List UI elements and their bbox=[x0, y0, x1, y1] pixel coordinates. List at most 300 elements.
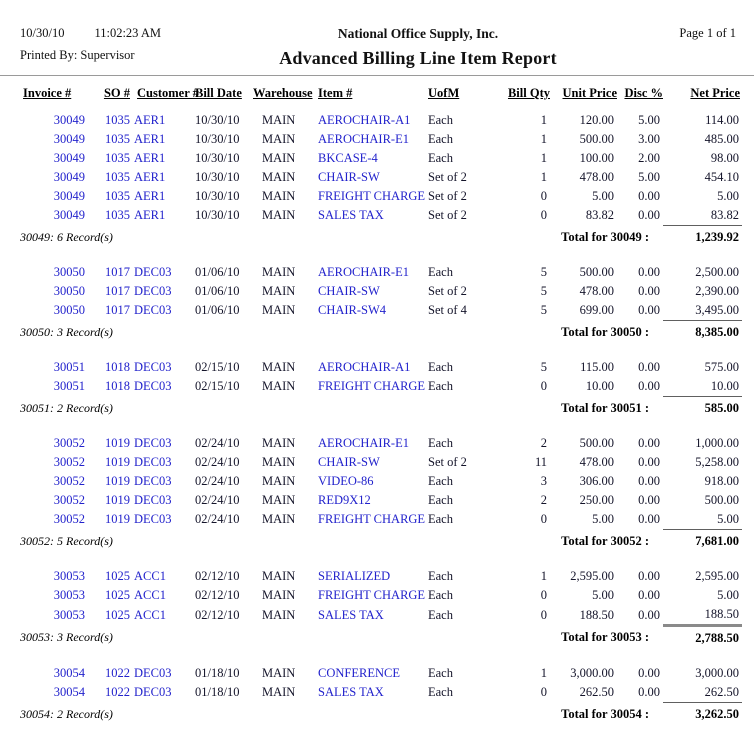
report-header bbox=[0, 0, 754, 69]
cell-uofm: Each bbox=[428, 569, 453, 583]
table-row bbox=[20, 149, 742, 168]
cell-unit-price: 306.00 bbox=[579, 474, 614, 488]
cell-qty: 5 bbox=[540, 284, 547, 298]
cell-uofm: Set of 2 bbox=[428, 189, 467, 203]
cell-net-price: 918.00 bbox=[704, 474, 739, 488]
cell-net-price: 2,500.00 bbox=[695, 265, 739, 279]
cell-unit-price: 500.00 bbox=[579, 265, 614, 279]
cell-qty: 5 bbox=[540, 360, 547, 374]
group-summary-row bbox=[20, 321, 742, 345]
cell-unit-price: 500.00 bbox=[579, 436, 614, 450]
column-header-invoice: Invoice # bbox=[23, 86, 72, 100]
cell-invoice[interactable]: 30049 bbox=[53, 113, 85, 127]
cell-net-price: 2,390.00 bbox=[695, 284, 739, 298]
cell-warehouse: MAIN bbox=[262, 474, 296, 488]
cell-bill-date: 10/30/10 bbox=[195, 132, 240, 146]
cell-customer[interactable]: DEC03 bbox=[134, 685, 172, 700]
cell-so[interactable]: 1017 bbox=[105, 265, 130, 279]
cell-uofm: Set of 2 bbox=[428, 208, 467, 223]
cell-invoice[interactable]: 30053 bbox=[53, 607, 85, 622]
table-row bbox=[20, 130, 742, 149]
cell-net-price: 98.00 bbox=[710, 151, 739, 165]
cell-unit-price: 115.00 bbox=[580, 360, 614, 374]
cell-uofm: Set of 2 bbox=[428, 455, 467, 469]
cell-qty: 2 bbox=[540, 436, 547, 450]
group-gap bbox=[20, 344, 742, 358]
group-total-label: Total for 30050 : bbox=[561, 324, 649, 339]
cell-qty: 11 bbox=[534, 455, 547, 469]
cell-net-price: 5.00 bbox=[717, 588, 739, 602]
cell-uofm: Each bbox=[428, 493, 453, 507]
group-total-label: Total for 30053 : bbox=[561, 630, 649, 645]
cell-qty: 1 bbox=[540, 569, 547, 583]
cell-unit-price: 5.00 bbox=[592, 512, 614, 527]
group-gap bbox=[20, 553, 742, 567]
cell-bill-date: 02/15/10 bbox=[195, 379, 240, 394]
cell-disc: 0.00 bbox=[638, 436, 660, 450]
cell-bill-date: 02/24/10 bbox=[195, 436, 240, 450]
cell-invoice[interactable]: 30051 bbox=[53, 379, 85, 394]
cell-disc: 0.00 bbox=[638, 607, 660, 622]
cell-customer[interactable]: AER1 bbox=[134, 132, 166, 146]
group-summary-row bbox=[20, 530, 742, 554]
cell-warehouse: MAIN bbox=[262, 607, 296, 622]
cell-warehouse: MAIN bbox=[262, 666, 296, 680]
cell-net-price: 188.50 bbox=[704, 607, 739, 621]
group-gap bbox=[20, 650, 742, 664]
cell-uofm: Set of 4 bbox=[428, 303, 467, 318]
cell-qty: 1 bbox=[540, 666, 547, 680]
cell-disc: 0.00 bbox=[638, 569, 660, 583]
cell-uofm: Each bbox=[428, 666, 453, 680]
group-total-value: 7,681.00 bbox=[663, 530, 742, 554]
cell-disc: 0.00 bbox=[638, 666, 660, 680]
cell-warehouse: MAIN bbox=[262, 379, 296, 394]
cell-warehouse: MAIN bbox=[262, 189, 296, 203]
cell-net-price: 2,595.00 bbox=[695, 569, 739, 583]
cell-unit-price: 5.00 bbox=[592, 189, 614, 203]
cell-invoice[interactable]: 30049 bbox=[53, 132, 85, 146]
cell-bill-date: 10/30/10 bbox=[195, 113, 240, 127]
cell-so[interactable]: 1035 bbox=[105, 132, 130, 146]
table-row bbox=[20, 168, 742, 187]
cell-invoice[interactable]: 30052 bbox=[53, 436, 85, 450]
group-total-label: Total for 30052 : bbox=[561, 533, 649, 548]
group-record-count: 30049: 6 Record(s) bbox=[20, 229, 113, 244]
cell-so[interactable]: 1019 bbox=[105, 436, 130, 450]
cell-disc: 0.00 bbox=[638, 284, 660, 298]
cell-qty: 5 bbox=[540, 303, 547, 318]
cell-qty: 1 bbox=[540, 132, 547, 146]
cell-bill-date: 01/06/10 bbox=[195, 303, 240, 318]
cell-item[interactable]: AEROCHAIR-A1 bbox=[318, 113, 411, 127]
group-total-label: Total for 30049 : bbox=[561, 229, 649, 244]
group-total-label: Total for 30051 : bbox=[561, 400, 649, 415]
cell-so[interactable]: 1025 bbox=[105, 569, 130, 583]
cell-customer[interactable]: AER1 bbox=[134, 113, 166, 127]
cell-disc: 0.00 bbox=[638, 379, 660, 394]
cell-uofm: Each bbox=[428, 474, 453, 488]
table-row bbox=[20, 187, 742, 206]
cell-item[interactable]: AEROCHAIR-A1 bbox=[318, 360, 411, 374]
cell-uofm: Each bbox=[428, 265, 453, 279]
cell-unit-price: 500.00 bbox=[579, 132, 614, 146]
cell-invoice[interactable]: 30052 bbox=[53, 474, 85, 488]
cell-unit-price: 699.00 bbox=[579, 303, 614, 318]
cell-so[interactable]: 1035 bbox=[105, 189, 130, 203]
table-row bbox=[20, 282, 742, 301]
cell-so[interactable]: 1019 bbox=[105, 493, 130, 507]
cell-invoice[interactable]: 30050 bbox=[53, 303, 85, 318]
cell-qty: 0 bbox=[540, 512, 547, 527]
cell-invoice[interactable]: 30054 bbox=[53, 666, 85, 680]
table-row bbox=[20, 111, 742, 130]
cell-qty: 3 bbox=[540, 474, 547, 488]
cell-customer[interactable]: ACC1 bbox=[134, 569, 166, 583]
cell-item[interactable]: FREIGHT CHARGE bbox=[318, 189, 426, 203]
cell-disc: 0.00 bbox=[638, 360, 660, 374]
cell-customer[interactable]: AER1 bbox=[134, 208, 166, 223]
print-date: 10/30/10 bbox=[20, 26, 65, 40]
cell-item[interactable]: CHAIR-SW bbox=[318, 170, 380, 184]
cell-disc: 0.00 bbox=[638, 685, 660, 700]
cell-net-price: 1,000.00 bbox=[695, 436, 739, 450]
table-row bbox=[20, 664, 742, 683]
cell-qty: 1 bbox=[540, 170, 547, 184]
cell-unit-price: 188.50 bbox=[579, 607, 614, 622]
cell-item[interactable]: BKCASE-4 bbox=[318, 151, 378, 165]
cell-invoice[interactable]: 30051 bbox=[53, 360, 85, 374]
cell-so[interactable]: 1035 bbox=[105, 208, 130, 223]
cell-customer[interactable]: DEC03 bbox=[134, 379, 172, 394]
cell-uofm: Each bbox=[428, 113, 453, 127]
cell-customer[interactable]: DEC03 bbox=[134, 512, 172, 527]
table-row bbox=[20, 605, 742, 626]
header-center bbox=[220, 26, 616, 69]
cell-disc: 0.00 bbox=[638, 588, 660, 602]
cell-invoice[interactable]: 30050 bbox=[53, 284, 85, 298]
group-record-count: 30053: 3 Record(s) bbox=[20, 630, 113, 645]
cell-item[interactable]: AEROCHAIR-E1 bbox=[318, 436, 409, 450]
cell-invoice[interactable]: 30052 bbox=[53, 512, 85, 527]
cell-bill-date: 02/12/10 bbox=[195, 588, 240, 602]
printed-by: Printed By: Supervisor bbox=[20, 48, 135, 62]
cell-uofm: Each bbox=[428, 436, 453, 450]
column-header-bill-qty: Bill Qty bbox=[507, 86, 550, 100]
cell-warehouse: MAIN bbox=[262, 113, 296, 127]
cell-qty: 0 bbox=[540, 189, 547, 203]
group-gap bbox=[20, 420, 742, 434]
cell-net-price: 575.00 bbox=[704, 360, 739, 374]
group-total-value: 8,385.00 bbox=[663, 321, 742, 345]
cell-so[interactable]: 1018 bbox=[105, 360, 130, 374]
table-header-row bbox=[20, 86, 742, 111]
cell-item[interactable]: SALES TAX bbox=[318, 685, 384, 700]
cell-so[interactable]: 1019 bbox=[105, 512, 130, 527]
cell-qty: 2 bbox=[540, 493, 547, 507]
group-total-label: Total for 30054 : bbox=[561, 706, 649, 721]
cell-disc: 0.00 bbox=[638, 265, 660, 279]
cell-invoice[interactable]: 30049 bbox=[53, 170, 85, 184]
cell-net-price: 3,000.00 bbox=[695, 666, 739, 680]
cell-customer[interactable]: DEC03 bbox=[134, 303, 172, 318]
cell-disc: 0.00 bbox=[638, 512, 660, 527]
cell-item[interactable]: SALES TAX bbox=[318, 607, 384, 622]
cell-customer[interactable]: ACC1 bbox=[134, 607, 166, 622]
group-record-count: 30052: 5 Record(s) bbox=[20, 533, 113, 548]
cell-uofm: Each bbox=[428, 379, 453, 394]
cell-item[interactable]: SERIALIZED bbox=[318, 569, 391, 583]
cell-item[interactable]: AEROCHAIR-E1 bbox=[318, 265, 409, 279]
cell-uofm: Each bbox=[428, 607, 453, 622]
cell-qty: 0 bbox=[540, 379, 547, 394]
cell-warehouse: MAIN bbox=[262, 151, 296, 165]
cell-net-price: 5,258.00 bbox=[695, 455, 739, 469]
cell-net-price: 454.10 bbox=[704, 170, 739, 184]
cell-so[interactable]: 1017 bbox=[105, 303, 130, 318]
cell-bill-date: 02/12/10 bbox=[195, 607, 240, 622]
table-row bbox=[20, 434, 742, 453]
cell-warehouse: MAIN bbox=[262, 170, 296, 184]
cell-unit-price: 2,595.00 bbox=[570, 569, 614, 583]
group-total-value: 2,788.50 bbox=[663, 626, 742, 651]
cell-disc: 5.00 bbox=[638, 170, 660, 184]
cell-bill-date: 02/24/10 bbox=[195, 455, 240, 469]
cell-so[interactable]: 1022 bbox=[105, 685, 130, 700]
company-name: National Office Supply, Inc. bbox=[337, 26, 499, 41]
billing-table-body bbox=[20, 111, 742, 740]
cell-so[interactable]: 1022 bbox=[105, 666, 130, 680]
cell-item[interactable]: VIDEO-86 bbox=[318, 474, 374, 488]
cell-customer[interactable]: DEC03 bbox=[134, 284, 172, 298]
cell-bill-date: 10/30/10 bbox=[195, 189, 240, 203]
cell-qty: 5 bbox=[540, 265, 547, 279]
table-row bbox=[20, 510, 742, 530]
cell-bill-date: 02/24/10 bbox=[195, 474, 240, 488]
group-total-value: 585.00 bbox=[663, 397, 742, 421]
cell-uofm: Each bbox=[428, 132, 453, 146]
cell-uofm: Each bbox=[428, 685, 453, 700]
cell-unit-price: 10.00 bbox=[585, 379, 614, 394]
cell-item[interactable]: FREIGHT CHARGE bbox=[318, 512, 426, 527]
cell-customer[interactable]: DEC03 bbox=[134, 436, 172, 450]
table-row bbox=[20, 358, 742, 377]
cell-unit-price: 83.82 bbox=[585, 208, 614, 223]
cell-bill-date: 01/06/10 bbox=[195, 284, 240, 298]
cell-invoice[interactable]: 30052 bbox=[53, 493, 85, 507]
cell-unit-price: 3,000.00 bbox=[570, 666, 614, 680]
column-header-so: SO # bbox=[103, 86, 130, 100]
cell-so[interactable]: 1035 bbox=[105, 170, 130, 184]
cell-invoice[interactable]: 30049 bbox=[53, 189, 85, 203]
cell-net-price: 262.50 bbox=[704, 685, 739, 699]
cell-warehouse: MAIN bbox=[262, 436, 296, 450]
cell-bill-date: 01/06/10 bbox=[195, 265, 240, 279]
table-row bbox=[20, 586, 742, 605]
cell-item[interactable]: CHAIR-SW bbox=[318, 284, 380, 298]
cell-disc: 0.00 bbox=[638, 208, 660, 223]
billing-table bbox=[20, 86, 742, 740]
cell-net-price: 5.00 bbox=[717, 189, 739, 203]
group-record-count: 30050: 3 Record(s) bbox=[20, 324, 113, 339]
cell-bill-date: 01/18/10 bbox=[195, 685, 240, 700]
cell-customer[interactable]: AER1 bbox=[134, 189, 166, 203]
cell-unit-price: 478.00 bbox=[579, 284, 614, 298]
cell-so[interactable]: 1025 bbox=[105, 607, 130, 622]
cell-customer[interactable]: ACC1 bbox=[134, 588, 166, 602]
cell-warehouse: MAIN bbox=[262, 208, 296, 223]
table-row bbox=[20, 377, 742, 397]
cell-bill-date: 10/30/10 bbox=[195, 151, 240, 165]
cell-invoice[interactable]: 30052 bbox=[53, 455, 85, 469]
group-gap bbox=[20, 249, 742, 263]
cell-net-price: 485.00 bbox=[704, 132, 739, 146]
cell-qty: 0 bbox=[540, 607, 547, 622]
cell-item[interactable]: CHAIR-SW bbox=[318, 455, 380, 469]
column-header-uofm: UofM bbox=[428, 86, 460, 100]
cell-warehouse: MAIN bbox=[262, 588, 296, 602]
cell-qty: 1 bbox=[540, 113, 547, 127]
cell-customer[interactable]: AER1 bbox=[134, 151, 166, 165]
cell-item[interactable]: CONFERENCE bbox=[318, 666, 400, 680]
cell-so[interactable]: 1035 bbox=[105, 113, 130, 127]
cell-disc: 0.00 bbox=[638, 493, 660, 507]
cell-qty: 1 bbox=[540, 151, 547, 165]
cell-unit-price: 120.00 bbox=[579, 113, 614, 127]
group-summary-row bbox=[20, 397, 742, 421]
cell-net-price: 83.82 bbox=[710, 208, 739, 222]
cell-warehouse: MAIN bbox=[262, 303, 296, 318]
header-left bbox=[20, 26, 220, 63]
cell-bill-date: 02/15/10 bbox=[195, 360, 240, 374]
cell-invoice[interactable]: 30053 bbox=[53, 588, 85, 602]
cell-disc: 0.00 bbox=[638, 189, 660, 203]
cell-bill-date: 02/24/10 bbox=[195, 512, 240, 527]
cell-item[interactable]: FREIGHT CHARGE bbox=[318, 588, 426, 602]
table-row bbox=[20, 206, 742, 226]
cell-bill-date: 02/24/10 bbox=[195, 493, 240, 507]
cell-net-price: 3,495.00 bbox=[695, 303, 739, 317]
column-header-net-price: Net Price bbox=[690, 86, 740, 100]
cell-net-price: 114.00 bbox=[705, 113, 739, 127]
table-row bbox=[20, 263, 742, 282]
cell-disc: 0.00 bbox=[638, 474, 660, 488]
cell-invoice[interactable]: 30053 bbox=[53, 569, 85, 583]
cell-invoice[interactable]: 30050 bbox=[53, 265, 85, 279]
cell-net-price: 5.00 bbox=[717, 512, 739, 526]
cell-customer[interactable]: DEC03 bbox=[134, 666, 172, 680]
print-time: 11:02:23 AM bbox=[94, 26, 162, 40]
cell-unit-price: 478.00 bbox=[579, 455, 614, 469]
cell-so[interactable]: 1035 bbox=[105, 151, 130, 165]
cell-customer[interactable]: DEC03 bbox=[134, 360, 172, 374]
page-title: Advanced Billing Line Item Report bbox=[279, 48, 557, 68]
cell-so[interactable]: 1019 bbox=[105, 474, 130, 488]
group-summary-row bbox=[20, 703, 742, 727]
group-summary-row bbox=[20, 226, 742, 250]
group-record-count: 30054: 2 Record(s) bbox=[20, 706, 113, 721]
cell-so[interactable]: 1025 bbox=[105, 588, 130, 602]
cell-disc: 3.00 bbox=[638, 132, 660, 146]
column-header-warehouse: Warehouse bbox=[253, 86, 313, 100]
cell-disc: 2.00 bbox=[638, 151, 660, 165]
cell-customer[interactable]: DEC03 bbox=[134, 474, 172, 488]
cell-uofm: Each bbox=[428, 588, 453, 602]
cell-unit-price: 5.00 bbox=[592, 588, 614, 602]
table-row bbox=[20, 453, 742, 472]
group-summary-row bbox=[20, 626, 742, 651]
cell-uofm: Each bbox=[428, 512, 453, 527]
column-header-unit-price: Unit Price bbox=[562, 86, 617, 100]
cell-warehouse: MAIN bbox=[262, 455, 296, 469]
cell-invoice[interactable]: 30049 bbox=[53, 151, 85, 165]
cell-unit-price: 250.00 bbox=[579, 493, 614, 507]
cell-warehouse: MAIN bbox=[262, 284, 296, 298]
cell-bill-date: 01/18/10 bbox=[195, 666, 240, 680]
cell-bill-date: 10/30/10 bbox=[195, 208, 240, 223]
cell-item[interactable]: AEROCHAIR-E1 bbox=[318, 132, 409, 146]
column-header-bill-date: Bill Date bbox=[195, 86, 242, 100]
cell-item[interactable]: CHAIR-SW4 bbox=[318, 303, 387, 318]
cell-invoice[interactable]: 30049 bbox=[53, 208, 85, 223]
cell-disc: 0.00 bbox=[638, 455, 660, 469]
header-divider bbox=[0, 75, 754, 76]
cell-customer[interactable]: AER1 bbox=[134, 170, 166, 184]
column-header-item: Item # bbox=[318, 86, 353, 100]
cell-uofm: Set of 2 bbox=[428, 170, 467, 184]
cell-qty: 0 bbox=[540, 685, 547, 700]
cell-so[interactable]: 1018 bbox=[105, 379, 130, 394]
cell-bill-date: 10/30/10 bbox=[195, 170, 240, 184]
cell-item[interactable]: SALES TAX bbox=[318, 208, 384, 223]
table-row bbox=[20, 472, 742, 491]
group-record-count: 30051: 2 Record(s) bbox=[20, 400, 113, 415]
cell-warehouse: MAIN bbox=[262, 360, 296, 374]
group-total-value: 3,262.50 bbox=[663, 703, 742, 727]
cell-so[interactable]: 1019 bbox=[105, 455, 130, 469]
table-row bbox=[20, 683, 742, 703]
cell-customer[interactable]: DEC03 bbox=[134, 493, 172, 507]
cell-uofm: Each bbox=[428, 151, 453, 165]
cell-uofm: Set of 2 bbox=[428, 284, 467, 298]
cell-uofm: Each bbox=[428, 360, 453, 374]
cell-net-price: 10.00 bbox=[710, 379, 739, 393]
cell-unit-price: 100.00 bbox=[579, 151, 614, 165]
cell-bill-date: 02/12/10 bbox=[195, 569, 240, 583]
cell-qty: 0 bbox=[540, 588, 547, 602]
cell-warehouse: MAIN bbox=[262, 493, 296, 507]
cell-unit-price: 478.00 bbox=[579, 170, 614, 184]
cell-warehouse: MAIN bbox=[262, 512, 296, 527]
column-header-disc: Disc % bbox=[624, 86, 663, 100]
cell-disc: 0.00 bbox=[638, 303, 660, 318]
cell-item[interactable]: RED9X12 bbox=[318, 493, 371, 507]
cell-invoice[interactable]: 30054 bbox=[53, 685, 85, 700]
group-total-value: 1,239.92 bbox=[663, 226, 742, 250]
cell-item[interactable]: FREIGHT CHARGE bbox=[318, 379, 426, 394]
cell-disc: 5.00 bbox=[638, 113, 660, 127]
column-header-customer: Customer # bbox=[137, 86, 199, 100]
cell-qty: 0 bbox=[540, 208, 547, 223]
table-row bbox=[20, 301, 742, 321]
cell-customer[interactable]: DEC03 bbox=[134, 455, 172, 469]
cell-so[interactable]: 1017 bbox=[105, 284, 130, 298]
cell-customer[interactable]: DEC03 bbox=[134, 265, 172, 279]
cell-warehouse: MAIN bbox=[262, 132, 296, 146]
cell-warehouse: MAIN bbox=[262, 265, 296, 279]
table-row bbox=[20, 567, 742, 586]
cell-warehouse: MAIN bbox=[262, 685, 296, 700]
